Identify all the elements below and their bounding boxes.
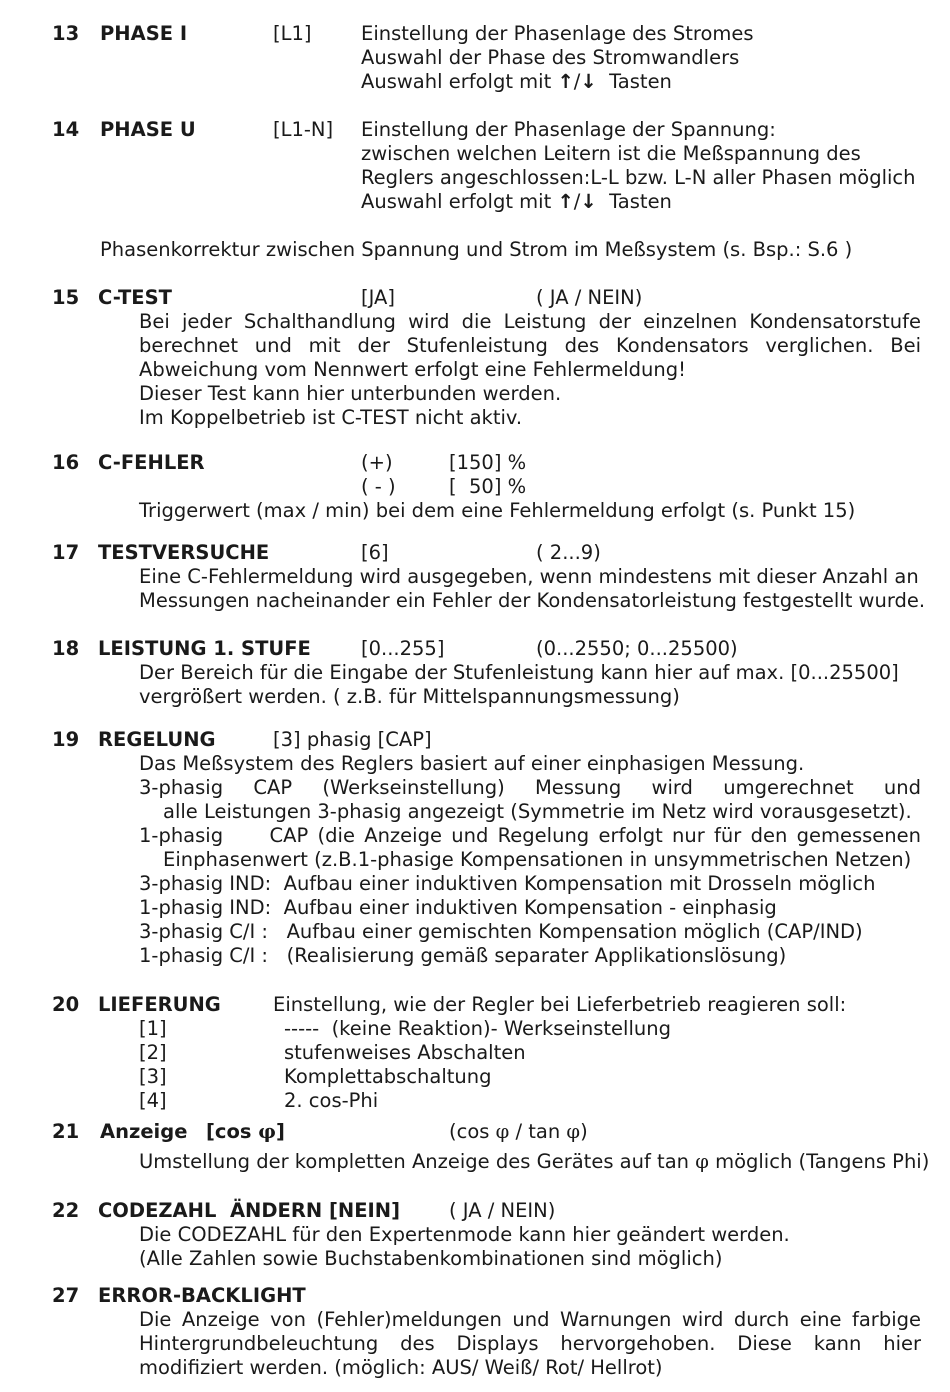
desc-line: Eine C-Fehlermeldung wird ausgegeben, wenn mindestens mit dieser Anzahl an [139,565,919,588]
desc-line: 1-phasig CAP (die Anzeige und Regelung erfolgt nur für den gemessenen [139,824,921,847]
desc-line: berechnet und mit der Stufenleistung des Kondensators verglichen. Bei [139,334,921,357]
desc-line: Einstellung der Phasenlage der Spannung: [361,118,776,141]
phi-symbol: φ [258,1120,276,1143]
section-number: 14 [52,118,80,141]
desc-text: Auswahl erfolgt mit [361,70,552,93]
desc-line: Im Koppelbetrieb ist C-TEST nicht aktiv. [139,406,523,429]
value-text: ] [275,1120,285,1143]
desc-text: Tasten [609,190,672,213]
arrow-up-icon: ↑ [557,70,574,93]
value-range: ( JA / NEIN) [449,1199,556,1222]
desc-line: 3-phasig IND: Aufbau einer induktiven Kompensation mit Drosseln möglich [139,872,876,895]
value-range: (0...2550; 0...25500) [536,637,738,660]
desc-line: modifiziert werden. (möglich: AUS/ Weiß/ Rot/ Hellrot) [139,1356,663,1379]
section-title: LIEFERUNG [98,993,221,1016]
separator: / [573,190,581,213]
section-number: 15 [52,286,80,309]
arrow-down-icon: ↓ [580,190,597,213]
desc-text: Umstellung der kompletten Anzeige des Gerätes auf tan [139,1150,690,1173]
section-title: C-FEHLER [98,451,205,474]
section-number: 18 [52,637,80,660]
desc-line: Bei jeder Schalthandlung wird die Leistung der einzelnen Kondensatorstufe [139,310,921,333]
section-number: 13 [52,22,80,45]
default-value: [JA] [361,286,395,309]
plus-label: (+) [361,451,393,474]
desc-line [361,190,672,214]
desc-line: Einstellung, wie der Regler bei Lieferbetrieb reagieren soll: [273,993,847,1016]
option-value: ----- (keine Reaktion)- Werkseinstellung [284,1017,671,1040]
desc-line: 1-phasig C/I : (Realisierung gemäß separater Applikationslösung) [139,944,787,967]
phi-symbol: φ [566,1120,581,1143]
desc-line: Triggerwert (max / min) bei dem eine Fehlermeldung erfolgt (s. Punkt 15) [139,499,856,522]
section-title: Anzeige [100,1120,188,1143]
desc-line [361,70,672,94]
note: Phasenkorrektur zwischen Spannung und Strom im Meßsystem (s. Bsp.: S.6 ) [100,238,853,261]
desc-line: 1-phasig IND: Aufbau einer induktiven Kompensation - einphasig [139,896,777,919]
section-title: C-TEST [98,286,172,309]
desc-line: zwischen welchen Leitern ist die Meßspannung des [361,142,861,165]
desc-line: Der Bereich für die Eingabe der Stufenleistung kann hier auf max. [0...25500] [139,661,899,684]
default-value: [0...255] [361,637,445,660]
desc-line: 3-phasig CAP (Werkseinstellung) Messung wird umgerechnet und [139,776,921,799]
value-range: ( 2...9) [536,541,601,564]
section-title: REGELUNG [98,728,216,751]
desc-line: Abweichung vom Nennwert erfolgt eine Fehlermeldung! [139,358,686,381]
value-range [449,1120,588,1144]
section-number: 16 [52,451,80,474]
default-value: [3] phasig [CAP] [273,728,432,751]
desc-line: (Alle Zahlen sowie Buchstabenkombinationen sind möglich) [139,1247,723,1270]
desc-line: Einphasenwert (z.B.1-phasige Kompensationen in unsymmetrischen Netzen) [163,848,912,871]
section-title: LEISTUNG 1. STUFE [98,637,311,660]
section-title: PHASE U [100,118,196,141]
default-value: [L1-N] [273,118,334,141]
desc-line: alle Leistungen 3-phasig angezeigt (Symmetrie im Netz wird vorausgesetzt). [163,800,912,823]
desc-line: Reglers angeschlossen:L-L bzw. L-N aller Phasen möglich [361,166,916,189]
desc-line: Hintergrundbeleuchtung des Displays hervorgehoben. Diese kann hier [139,1332,921,1355]
option-value: Komplettabschaltung [284,1065,492,1088]
minus-value: [ 50] % [449,475,527,498]
section-number: 19 [52,728,80,751]
desc-text: Auswahl erfolgt mit [361,190,552,213]
arrow-up-icon: ↑ [557,190,574,213]
range-text: ) [580,1120,588,1143]
default-value: [L1] [273,22,312,45]
range-text: (cos [449,1120,490,1143]
desc-line: Messungen nacheinander ein Fehler der Kondensatorleistung festgestellt wurde. [139,589,926,612]
section-title: TESTVERSUCHE [98,541,270,564]
option-key: [2] [139,1041,167,1064]
desc-line: Die Anzeige von (Fehler)meldungen und Warnungen wird durch eine farbige [139,1308,921,1331]
section-number: 22 [52,1199,80,1222]
plus-value: [150] % [449,451,527,474]
section-number: 21 [52,1120,80,1143]
value-text: [cos [206,1120,252,1143]
desc-line: Das Meßsystem des Reglers basiert auf einer einphasigen Messung. [139,752,805,775]
section-number: 17 [52,541,80,564]
option-key: [4] [139,1089,167,1112]
option-key: [3] [139,1065,167,1088]
section-number: 20 [52,993,80,1016]
option-value: stufenweises Abschalten [284,1041,526,1064]
phi-symbol: φ [695,1150,709,1173]
default-value [206,1120,285,1144]
section-title: ERROR-BACKLIGHT [98,1284,306,1307]
desc-line: vergrößert werden. ( z.B. für Mittelspannungsmessung) [139,685,680,708]
value-range: ( JA / NEIN) [536,286,643,309]
phi-symbol: φ [495,1120,510,1143]
desc-text: Tasten [609,70,672,93]
option-value: 2. cos-Phi [284,1089,379,1112]
default-value: [6] [361,541,389,564]
range-text: / tan [515,1120,561,1143]
section-number: 27 [52,1284,80,1307]
section-title: CODEZAHL ÄNDERN [NEIN] [98,1199,401,1222]
arrow-down-icon: ↓ [580,70,597,93]
desc-line: Auswahl der Phase des Stromwandlers [361,46,740,69]
minus-label: ( - ) [361,475,396,498]
desc-line: Einstellung der Phasenlage des Stromes [361,22,754,45]
desc-line [139,1150,929,1174]
desc-line: 3-phasig C/I : Aufbau einer gemischten Kompensation möglich (CAP/IND) [139,920,863,943]
desc-line: Die CODEZAHL für den Expertenmode kann hier geändert werden. [139,1223,790,1246]
desc-line: Dieser Test kann hier unterbunden werden. [139,382,562,405]
section-title: PHASE I [100,22,188,45]
desc-text: möglich (Tangens Phi) [715,1150,930,1173]
separator: / [573,70,581,93]
option-key: [1] [139,1017,167,1040]
